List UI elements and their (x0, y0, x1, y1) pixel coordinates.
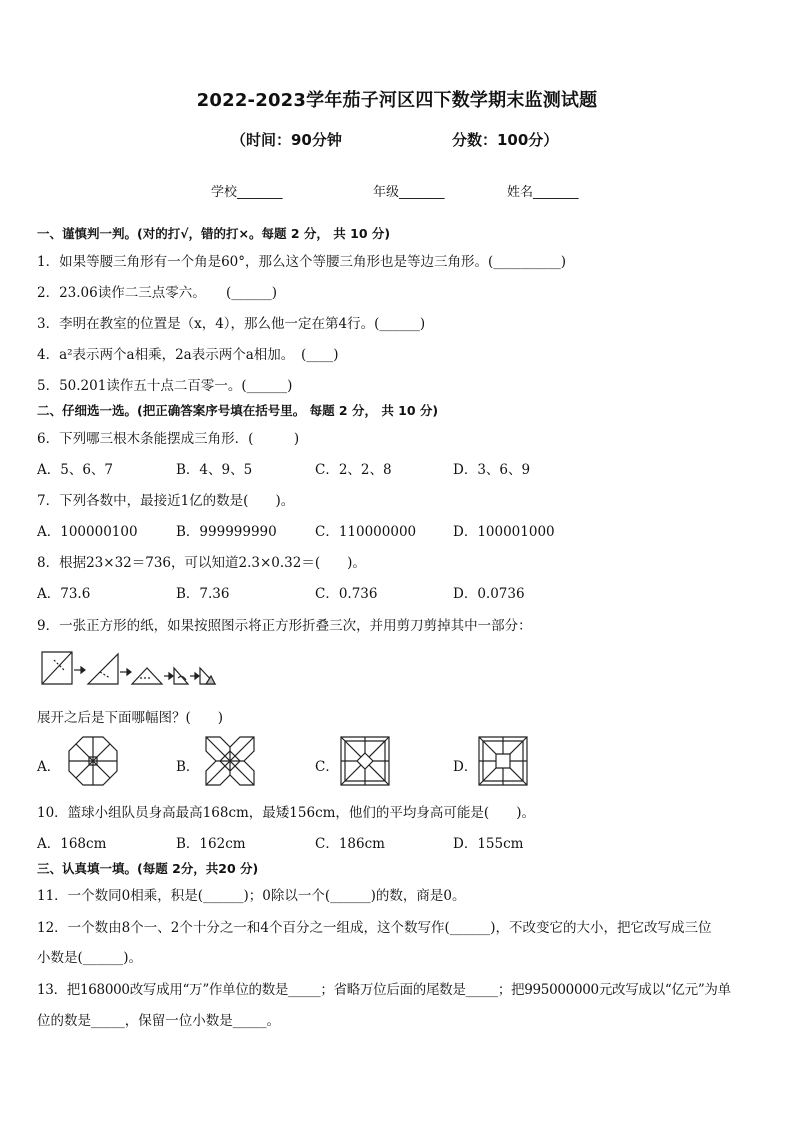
question-9: 9．一张正方形的纸，如果按照图示将正方形折叠三次，并用剪刀剪掉其中一部分： (37, 618, 532, 634)
q10-option-c: C．186cm (315, 836, 385, 852)
question-12-line-2: 小数是(______)。 (37, 950, 143, 966)
q9-option-a-label: A． (37, 759, 61, 775)
q10-option-b: B．162cm (176, 836, 246, 852)
name-field: 姓名_______ (507, 185, 579, 200)
q8-option-c: C．0.736 (315, 586, 378, 602)
q9-option-d-label: D． (453, 759, 478, 775)
total-score: 分数：100分） (452, 131, 559, 149)
page-title: 2022-2023学年茄子河区四下数学期末监测试题 (196, 90, 598, 111)
q7-option-d: D．100001000 (453, 524, 555, 540)
q10-option-d: D．155cm (453, 836, 524, 852)
q9-option-a-figure (67, 735, 119, 787)
time-limit: （时间：90分钟 (231, 131, 342, 149)
section-3-title: 三、认真填一填。(每题 2分，共20 分) (37, 861, 259, 876)
question-10: 10．篮球小组队员身高最高168cm，最矮156cm，他们的平均身高可能是( )。 (37, 805, 535, 821)
q8-option-d: D．0.0736 (453, 586, 525, 602)
q8-option-a: A．73.6 (37, 586, 91, 602)
q7-option-b: B．999999990 (176, 524, 277, 540)
q10-option-a: A．168cm (37, 836, 107, 852)
q6-option-a: A．5、6、7 (37, 462, 114, 478)
q6-option-d: D．3、6、9 (453, 462, 531, 478)
q9-option-b-figure (204, 735, 256, 787)
question-13-line-2: 位的数是_____，保留一位小数是_____。 (37, 1013, 280, 1029)
q9-option-d-figure (477, 735, 529, 787)
q7-option-a: A．100000100 (37, 524, 138, 540)
question-13-line-1: 13．把168000改写成用“万”作单位的数是_____；省略万位后面的尾数是_____；把995000000元改写成以“亿元”为单 (37, 982, 731, 998)
q9-option-c-figure (339, 735, 391, 787)
section-1-title: 一、谨慎判一判。(对的打√，错的打×。每题 2 分， 共 10 分) (37, 226, 391, 241)
question-8: 8．根据23×32＝736，可以知道2.3×0.32＝( )。 (37, 555, 366, 571)
grade-field: 年级_______ (373, 185, 445, 200)
question-6: 6．下列哪三根木条能摆成三角形．( ) (37, 431, 300, 447)
question-4: 4．a²表示两个a相乘，2a表示两个a相加。 (____) (37, 347, 339, 363)
q7-option-c: C．110000000 (315, 524, 417, 540)
question-12-line-1: 12．一个数由8个一、2个十分之一和4个百分之一组成，这个数写作(______)，不改变它的大小，把它改写成三位 (37, 920, 712, 936)
q9-option-c-label: C． (315, 759, 339, 775)
question-11: 11．一个数同0相乘，积是(______)；0除以一个(______)的数，商是0。 (37, 888, 466, 904)
question-2: 2．23.06读作二三点零六。 (______) (37, 285, 278, 301)
question-9-prompt: 展开之后是下面哪幅图？( ) (37, 710, 224, 726)
q8-option-b: B．7.36 (176, 586, 230, 602)
question-1: 1．如果等腰三角形有一个角是60°，那么这个等腰三角形也是等边三角形。(__________) (37, 254, 567, 270)
question-7: 7．下列各数中，最接近1亿的数是( )。 (37, 493, 295, 509)
school-field: 学校_______ (211, 185, 283, 200)
folding-steps-diagram (40, 648, 220, 690)
q9-option-b-label: B． (176, 759, 200, 775)
section-2-title: 二、仔细选一选。(把正确答案序号填在括号里。 每题 2 分， 共 10 分) (37, 403, 439, 418)
q6-option-c: C．2、2、8 (315, 462, 392, 478)
q6-option-b: B．4、9、5 (176, 462, 253, 478)
question-3: 3．李明在教室的位置是（x，4），那么他一定在第4行。(______) (37, 316, 426, 332)
question-5: 5．50.201读作五十点二百零一。(______) (37, 378, 293, 394)
